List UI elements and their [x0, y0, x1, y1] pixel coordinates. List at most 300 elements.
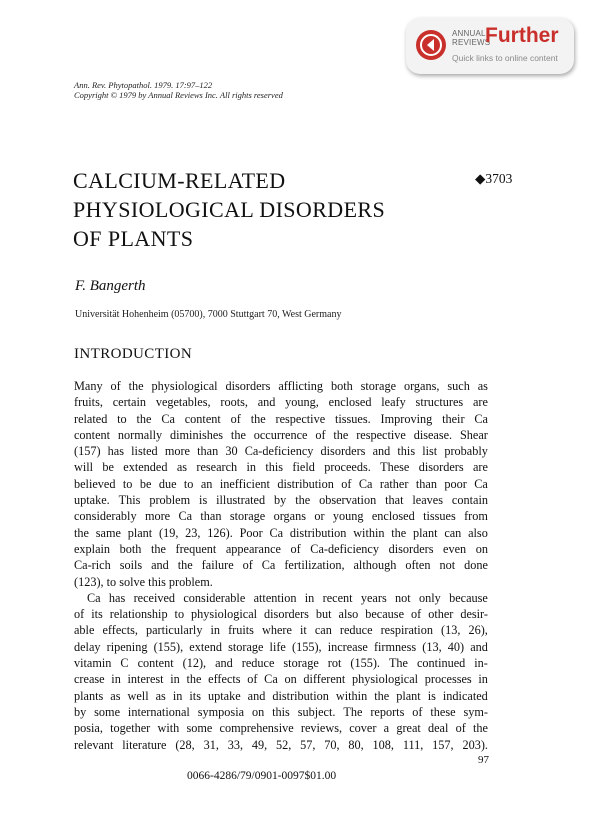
body-word: appearance	[225, 541, 281, 556]
body-word: posia,	[74, 721, 103, 736]
body-word: Ca	[178, 509, 193, 524]
body-word: rot	[327, 656, 342, 671]
body-word: rather	[379, 476, 409, 491]
body-word: than	[415, 476, 437, 491]
body-word: diminishes	[169, 427, 224, 442]
body-word: in	[304, 590, 315, 605]
body-word: disorders	[418, 460, 464, 475]
body-word: or	[314, 509, 325, 524]
body-word: fruits	[228, 623, 254, 638]
body-word: vegetables,	[155, 395, 211, 410]
body-word: but	[315, 607, 332, 622]
body-word: reports	[370, 704, 405, 719]
body-word: organs	[273, 509, 306, 524]
body-word: leafy	[381, 395, 406, 410]
body-word: 40)	[447, 639, 465, 654]
body-word: to	[174, 607, 185, 622]
body-word: The	[343, 704, 363, 719]
body-word: 30	[225, 444, 238, 459]
body-word: be	[102, 460, 114, 475]
body-word: These	[380, 460, 410, 475]
body-word: has	[108, 590, 126, 605]
body-word: more	[144, 509, 171, 524]
body-word: vitamin	[74, 656, 112, 671]
body-line	[74, 394, 488, 410]
body-word: 57,	[300, 737, 316, 752]
body-word: extend	[189, 639, 222, 654]
body-word: desir-	[460, 607, 488, 622]
body-line	[74, 492, 488, 508]
footer-code: 0066-4286/79/0901-0097$01.00	[187, 770, 337, 782]
body-line	[74, 525, 488, 541]
body-word: 126).	[207, 525, 233, 540]
body-word: are	[472, 460, 488, 475]
body-word: storage	[228, 639, 264, 654]
body-line	[74, 590, 488, 606]
body-word: as	[110, 688, 121, 703]
body-line	[74, 737, 488, 753]
body-word: list	[422, 444, 438, 459]
body-word: in	[246, 460, 257, 475]
body-word: Shear	[459, 427, 488, 442]
body-word: such	[447, 379, 470, 393]
body-word: some	[94, 704, 121, 719]
badge-annual-text: ANNUAL	[452, 29, 486, 38]
body-word: disorders	[264, 607, 309, 622]
body-word: in	[170, 672, 180, 687]
body-word: the	[150, 541, 166, 556]
author-name: F. Bangerth	[75, 278, 146, 294]
body-line	[74, 671, 488, 687]
body-word: not	[439, 558, 456, 573]
body-word: often	[405, 558, 431, 573]
body-word: of	[290, 541, 301, 556]
body-word: related	[74, 411, 108, 426]
body-word: the	[128, 379, 144, 393]
body-line	[74, 508, 488, 524]
body-word: different	[303, 672, 346, 687]
journal-citation	[74, 80, 283, 100]
body-line	[74, 411, 488, 427]
body-word: than	[200, 509, 222, 524]
body-line	[74, 606, 488, 622]
body-word: years	[360, 590, 387, 605]
body-word: 31,	[203, 737, 219, 752]
article-title	[73, 166, 385, 253]
body-word: content	[74, 427, 111, 442]
annual-reviews-further-badge[interactable]	[406, 18, 574, 74]
body-word: distribution	[277, 476, 334, 491]
body-word: effects	[208, 672, 241, 687]
body-word: also	[338, 607, 359, 622]
body-word: fruits,	[74, 395, 103, 410]
body-word: (19,	[158, 525, 179, 540]
body-word: other	[428, 607, 454, 622]
body-word: recent	[322, 590, 353, 605]
author-affiliation: Universität Hohenheim (05700), 7000 Stuttgart 70, West Germany	[75, 309, 342, 320]
body-word: to	[183, 476, 194, 491]
body-line	[74, 476, 488, 492]
body-word: subject.	[297, 704, 336, 719]
body-word: content	[184, 411, 221, 426]
body-word: enclosed	[328, 395, 372, 410]
body-word: failure	[201, 558, 234, 573]
body-word: storage	[229, 509, 266, 524]
body-word: their	[442, 411, 465, 426]
body-word: of	[411, 607, 422, 622]
body-line	[74, 427, 488, 443]
body-line: (123), to solve this problem.	[74, 574, 213, 589]
body-word: plant	[127, 525, 153, 540]
body-word: Ca	[161, 411, 175, 426]
body-word: interest	[127, 672, 164, 687]
body-word: as	[477, 379, 488, 393]
body-word: the	[136, 411, 152, 426]
body-word: has	[107, 444, 125, 459]
body-word: enclosed	[371, 509, 415, 524]
body-word: research	[196, 460, 238, 475]
body-word: its	[189, 688, 201, 703]
body-word: uptake.	[74, 493, 110, 508]
body-line	[74, 720, 488, 736]
body-word: certain	[112, 395, 147, 410]
body-word: respiration	[380, 623, 433, 638]
body-word: both	[330, 379, 353, 393]
body-word: reduce	[241, 656, 275, 671]
body-word: 203).	[462, 737, 488, 752]
body-word: this	[272, 704, 290, 719]
body-word: the	[177, 558, 193, 573]
body-word: the	[391, 525, 407, 540]
body-word: disorders	[320, 444, 366, 459]
body-word: to	[122, 476, 133, 491]
body-word: in	[210, 623, 221, 638]
body-word: well	[127, 688, 149, 703]
body-word: Ca-rich	[74, 558, 111, 573]
body-word: (155),	[291, 639, 322, 654]
body-line	[74, 378, 488, 394]
body-word: distribution	[289, 525, 347, 540]
body-word: the	[374, 688, 390, 703]
body-word: content	[137, 656, 174, 671]
body-word: continued	[416, 656, 466, 671]
body-word: plants	[74, 688, 104, 703]
body-word: the	[333, 427, 349, 442]
body-word: within	[353, 525, 385, 540]
body-word: is	[427, 688, 436, 703]
title-line-2: PHYSIOLOGICAL DISORDERS	[73, 197, 386, 222]
body-word: an	[200, 476, 213, 491]
body-word: Ca	[358, 476, 373, 491]
body-line	[74, 541, 488, 557]
annual-reviews-logo-icon	[416, 30, 446, 60]
body-word: The	[388, 656, 408, 671]
body-word: (13,	[441, 623, 461, 638]
body-word: done	[464, 558, 488, 573]
body-word: more	[164, 444, 190, 459]
body-word: of	[455, 721, 466, 736]
body-word: Ca	[87, 590, 101, 605]
body-word: deal	[428, 721, 449, 736]
body-word: comprehensive	[219, 721, 294, 736]
body-word: uptake	[208, 688, 241, 703]
body-word: this	[265, 460, 284, 475]
body-word: physiological	[352, 672, 419, 687]
body-word: Ca	[269, 525, 284, 540]
body-word: young	[332, 509, 364, 524]
body-word: in	[111, 672, 121, 687]
body-word: some	[186, 721, 213, 736]
body-word: Ca	[474, 476, 488, 491]
body-word: 26),	[468, 623, 488, 638]
body-word: Improving	[380, 411, 433, 426]
body-word: the	[295, 493, 311, 508]
body-word: because	[365, 607, 405, 622]
body-word: 23,	[185, 525, 201, 540]
body-word: (155),	[153, 639, 184, 654]
body-word: Ca	[264, 672, 278, 687]
body-word: by	[274, 493, 287, 508]
body-word: can	[444, 525, 462, 540]
body-word: of	[412, 704, 423, 719]
body-word: that	[385, 493, 404, 508]
body-word: Ca	[474, 411, 488, 426]
body-word: same	[95, 525, 121, 540]
body-word: effects,	[102, 623, 138, 638]
body-word: received	[133, 590, 176, 605]
body-word: normally	[117, 427, 163, 442]
body-word: physiological	[191, 607, 258, 622]
body-word: from	[464, 509, 488, 524]
title-line-1: CALCIUM-RELATED	[73, 168, 286, 193]
body-word: even	[443, 541, 467, 556]
body-word: and	[372, 444, 391, 459]
body-line	[74, 443, 488, 459]
body-word: delay	[74, 639, 101, 654]
body-word: and	[470, 639, 488, 654]
body-word: will	[74, 460, 94, 475]
body-word: Poor	[239, 525, 263, 540]
body-word: Many	[74, 379, 103, 393]
body-word: disease.	[413, 427, 453, 442]
body-word: its	[91, 607, 103, 622]
body-word: tissues	[423, 509, 456, 524]
body-word: explain	[74, 541, 111, 556]
body-word: literature	[122, 737, 167, 752]
body-word: occurrence	[253, 427, 308, 442]
body-word: is	[199, 493, 208, 508]
body-word: ripening	[106, 639, 148, 654]
body-word: of	[315, 427, 326, 442]
body-word: (28,	[175, 737, 195, 752]
body-word: 80,	[348, 737, 364, 752]
body-word: frequent	[175, 541, 217, 556]
body-word: are	[472, 395, 488, 410]
body-word: great	[396, 721, 421, 736]
body-word: than	[197, 444, 219, 459]
body-word: extended	[123, 460, 168, 475]
body-word: of	[341, 476, 352, 491]
body-word: to	[117, 411, 127, 426]
body-word: particularly	[145, 623, 203, 638]
body-word: proceeds.	[324, 460, 371, 475]
body-word: indicated	[442, 688, 488, 703]
citation-line-1: Ann. Rev. Phytopathol. 1979. 17:97–122	[74, 80, 213, 90]
body-word: symposia	[197, 704, 245, 719]
body-word: fertilization,	[284, 558, 345, 573]
body-word: be	[139, 476, 152, 491]
body-word: considerable	[183, 590, 246, 605]
body-word: the	[74, 525, 89, 540]
body-word: where	[261, 623, 292, 638]
body-word: tissues.	[334, 411, 371, 426]
body-word: in-	[474, 656, 488, 671]
body-word: together	[110, 721, 151, 736]
body-word: inefficient	[219, 476, 270, 491]
body-word: international	[127, 704, 190, 719]
body-word: cover	[349, 721, 377, 736]
body-word: physiological	[151, 379, 218, 393]
body-word: 49,	[251, 737, 268, 752]
body-word: 52,	[275, 737, 292, 752]
body-word: organs,	[403, 379, 440, 393]
body-word: although	[353, 558, 397, 573]
body-word: afflicting	[278, 379, 324, 393]
body-word: storage	[360, 379, 397, 393]
body-word: in	[478, 672, 488, 687]
body-word: the	[473, 721, 488, 736]
body-word: the	[250, 411, 266, 426]
body-word: and	[151, 558, 169, 573]
body-word: firmness	[373, 639, 417, 654]
body-word: and	[257, 395, 276, 410]
body-word: (155).	[350, 656, 380, 671]
body-word: distribution	[272, 688, 329, 703]
body-word: respective	[275, 411, 326, 426]
body-word: and	[247, 688, 266, 703]
badge-reviews-text: REVIEWS	[452, 38, 491, 47]
article-reference-number: ◆3703	[475, 171, 513, 186]
body-word: Ca-deficiency	[244, 444, 314, 459]
body-word: sym-	[463, 704, 488, 719]
badge-subtitle: Quick links to online content	[452, 53, 558, 63]
body-line	[74, 655, 488, 671]
body-word: attention	[253, 590, 297, 605]
body-word: can	[314, 623, 332, 638]
body-word: roots,	[220, 395, 248, 410]
body-line	[74, 622, 488, 638]
body-word: the	[186, 672, 202, 687]
body-word: C	[120, 656, 129, 671]
body-word: reduce	[339, 623, 373, 638]
citation-line-2: Copyright © 1979 by Annual Reviews Inc. All rights reserved	[74, 90, 283, 100]
body-word: soils	[119, 558, 143, 573]
title-line-3: OF PLANTS	[73, 226, 194, 251]
body-word: on	[284, 672, 297, 687]
body-word: (12),	[182, 656, 207, 671]
page-number: 97	[478, 754, 489, 766]
body-word: not	[395, 590, 411, 605]
body-word: a	[383, 721, 390, 736]
body-word: the	[230, 427, 246, 442]
body-word: processes	[424, 672, 472, 687]
body-word: leaves	[412, 493, 444, 508]
body-word: 33,	[227, 737, 244, 752]
body-word: believed	[74, 476, 116, 491]
body-word: life	[269, 639, 286, 654]
body-line	[74, 639, 488, 655]
body-word: due	[158, 476, 177, 491]
body-word: within	[335, 688, 368, 703]
body-word: and	[215, 656, 233, 671]
body-word: of	[242, 558, 253, 573]
body-word: (157)	[74, 444, 101, 459]
body-word: also	[468, 525, 488, 540]
body-word: plant	[396, 688, 421, 703]
body-word: on	[251, 704, 265, 719]
body-word: of	[74, 607, 85, 622]
body-line	[74, 704, 488, 720]
body-word: increase	[327, 639, 368, 654]
body-word: 111,	[402, 737, 424, 752]
body-word: of	[247, 672, 258, 687]
body-word: because	[449, 590, 488, 605]
body-word: on	[475, 541, 488, 556]
body-word: this	[397, 444, 416, 459]
body-word: 157,	[432, 737, 454, 752]
body-word: disorders	[225, 379, 271, 393]
body-word: with	[157, 721, 180, 736]
body-word: in	[172, 688, 183, 703]
body-word: field	[292, 460, 315, 475]
body-word: (13,	[422, 639, 442, 654]
body-word: storage	[283, 656, 319, 671]
body-word: relationship	[109, 607, 168, 622]
body-word: reviews,	[300, 721, 343, 736]
body-line	[74, 459, 488, 475]
body-word: Ca-deficiency	[310, 541, 379, 556]
body-text	[74, 378, 488, 753]
body-word: poor	[444, 476, 467, 491]
body-word: crease	[74, 672, 105, 687]
badge-further-text: Further	[485, 24, 559, 47]
body-word: contain	[451, 493, 488, 508]
body-word: Ca	[261, 558, 276, 573]
body-word: 70,	[324, 737, 340, 752]
body-word: disorders	[388, 541, 434, 556]
body-word: both	[119, 541, 142, 556]
body-line	[74, 688, 488, 704]
body-word: observation	[319, 493, 377, 508]
body-word: structures	[415, 395, 464, 410]
body-word: these	[430, 704, 456, 719]
body-word: relevant	[74, 737, 114, 752]
body-word: it	[299, 623, 307, 638]
body-word: listed	[131, 444, 158, 459]
body-word: This	[118, 493, 141, 508]
body-word: problem	[149, 493, 191, 508]
body-word: 108,	[372, 737, 394, 752]
body-word: as	[155, 688, 166, 703]
body-word: considerably	[74, 509, 137, 524]
body-line	[74, 557, 488, 573]
body-word: only	[419, 590, 441, 605]
body-word: probably	[444, 444, 488, 459]
body-word: able	[74, 623, 95, 638]
section-heading: INTRODUCTION	[74, 346, 193, 362]
body-word: as	[176, 460, 188, 475]
body-word: young,	[285, 395, 319, 410]
